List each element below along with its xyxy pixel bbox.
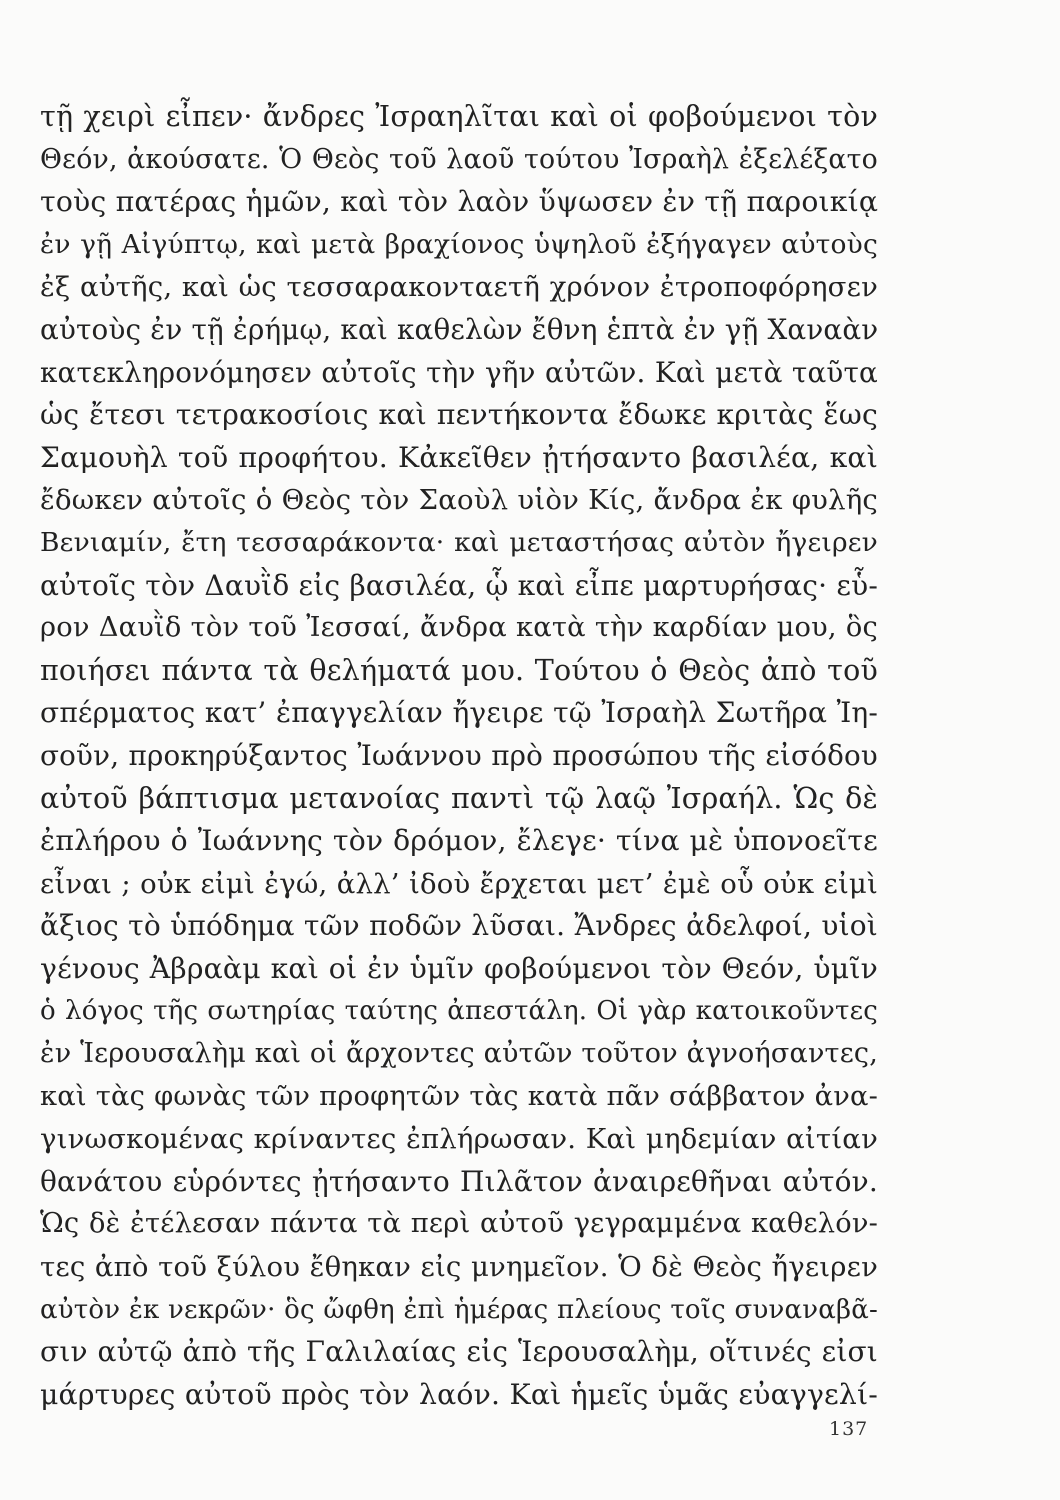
text-line: γινωσκομένας κρίναντες ἐπλήρωσαν. Καὶ μηδεμίαν αἰτίαν [40, 1123, 878, 1156]
text-line: ἐν Ἱερουσαλὴμ καὶ οἱ ἄρχοντες αὐτῶν τοῦτον ἀγνοήσαντες, [40, 1038, 878, 1070]
text-line: ἐξ αὐτῆς, καὶ ὡς τεσσαρακονταετῆ χρόνον ἐτροποφόρησεν [40, 271, 878, 304]
text-line: αὐτοῦ βάπτισμα μετανοίας παντὶ τῷ λαῷ Ἰσραήλ. Ὡς δὲ [40, 781, 878, 815]
text-line: τες ἀπὸ τοῦ ξύλου ἔθηκαν εἰς μνημεῖον. Ὁ δὲ Θεὸς ἤγειρεν [40, 1251, 878, 1284]
text-line: σιν αὐτῷ ἀπὸ τῆς Γαλιλαίας εἰς Ἱερουσαλὴμ, οἵτινές εἰσι [40, 1335, 878, 1369]
text-line: ἔδωκεν αὐτοῖς ὁ Θεὸς τὸν Σαοὺλ υἱὸν Κίς, ἄνδρα ἐκ φυλῆς [40, 484, 878, 517]
text-line: εἶναι ; οὐκ εἰμὶ ἐγώ, ἀλλ’ ἰδοὺ ἔρχεται μετ’ ἐμὲ οὗ οὐκ εἰμὶ [40, 867, 878, 900]
text-line: ἐπλήρου ὁ Ἰωάννης τὸν δρόμον, ἔλεγε· τίνα μὲ ὑπονοεῖτε [40, 824, 878, 858]
text-line: κατεκληρονόμησεν αὐτοῖς τὴν γῆν αὐτῶν. Καὶ μετὰ ταῦτα [40, 355, 878, 389]
text-line: τῇ χειρὶ εἶπεν· ἄνδρες Ἰσραηλῖται καὶ οἱ φοβούμενοι τὸν [40, 100, 878, 133]
text-line: αὐτοῖς τὸν Δαυῒδ εἰς βασιλέα, ᾧ καὶ εἶπε μαρτυρήσας· εὗ- [40, 568, 878, 602]
text-line: αὐτοὺς ἐν τῇ ἐρήμῳ, καὶ καθελὼν ἔθνη ἑπτὰ ἐν γῇ Χαναὰν [40, 312, 879, 346]
text-line: σπέρματος κατ’ ἐπαγγελίαν ἤγειρε τῷ Ἰσραὴλ Σωτῆρα Ἰη- [40, 696, 878, 730]
text-line: σοῦν, προκηρύξαντος Ἰωάννου πρὸ προσώπου τῆς εἰσόδου [40, 738, 878, 772]
text-line: Θεόν, ἀκούσατε. Ὁ Θεὸς τοῦ λαοῦ τούτου Ἰσραὴλ ἐξελέξατο [40, 143, 878, 175]
text-line: γένους Ἀβραὰμ καὶ οἱ ἐν ὑμῖν φοβούμενοι τὸν Θεόν, ὑμῖν [40, 951, 878, 985]
text-line: θανάτου εὑρόντες ᾐτήσαντο Πιλᾶτον ἀναιρεθῆναι αὐτόν. [40, 1164, 878, 1198]
text-line: ὁ λόγος τῆς σωτηρίας ταύτης ἀπεστάλη. Οἱ γὰρ κατοικοῦντες [40, 996, 878, 1027]
text-line: καὶ τὰς φωνὰς τῶν προφητῶν τὰς κατὰ πᾶν σάββατον ἀνα- [40, 1080, 878, 1112]
page-number: 137 [829, 1418, 869, 1440]
body-text [40, 96, 878, 1416]
text-line: ποιήσει πάντα τὰ θελήματά μου. Τούτου ὁ Θεὸς ἀπὸ τοῦ [40, 653, 878, 687]
text-line: Ὡς δὲ ἐτέλεσαν πάντα τὰ περὶ αὐτοῦ γεγραμμένα καθελόν- [40, 1208, 878, 1240]
text-line: ρον Δαυῒδ τὸν τοῦ Ἰεσσαί, ἄνδρα κατὰ τὴν καρδίαν μου, ὃς [40, 612, 878, 644]
text-line: ἐν γῇ Αἰγύπτῳ, καὶ μετὰ βραχίονος ὑψηλοῦ ἐξήγαγεν αὐτοὺς [40, 228, 878, 260]
text-line: ἄξιος τὸ ὑπόδημα τῶν ποδῶν λῦσαι. Ἄνδρες ἀδελφοί, υἱοὶ [40, 909, 878, 943]
text-line: τοὺς πατέρας ἡμῶν, καὶ τὸν λαὸν ὕψωσεν ἐν τῇ παροικίᾳ [40, 185, 879, 219]
text-line: Βενιαμίν, ἔτη τεσσαράκοντα· καὶ μεταστήσας αὐτὸν ἤγειρεν [40, 526, 878, 558]
text-line: ὡς ἔτεσι τετρακοσίοις καὶ πεντήκοντα ἔδωκε κριτὰς ἕως [40, 398, 878, 432]
text-line: αὐτὸν ἐκ νεκρῶν· ὃς ὤφθη ἐπὶ ἡμέρας πλείους τοῖς συναναβᾶ- [40, 1294, 878, 1325]
text-line: μάρτυρες αὐτοῦ πρὸς τὸν λαόν. Καὶ ἡμεῖς ὑμᾶς εὐαγγελί- [40, 1377, 878, 1411]
text-line: Σαμουὴλ τοῦ προφήτου. Κἀκεῖθεν ᾐτήσαντο βασιλέα, καὶ [40, 440, 878, 474]
